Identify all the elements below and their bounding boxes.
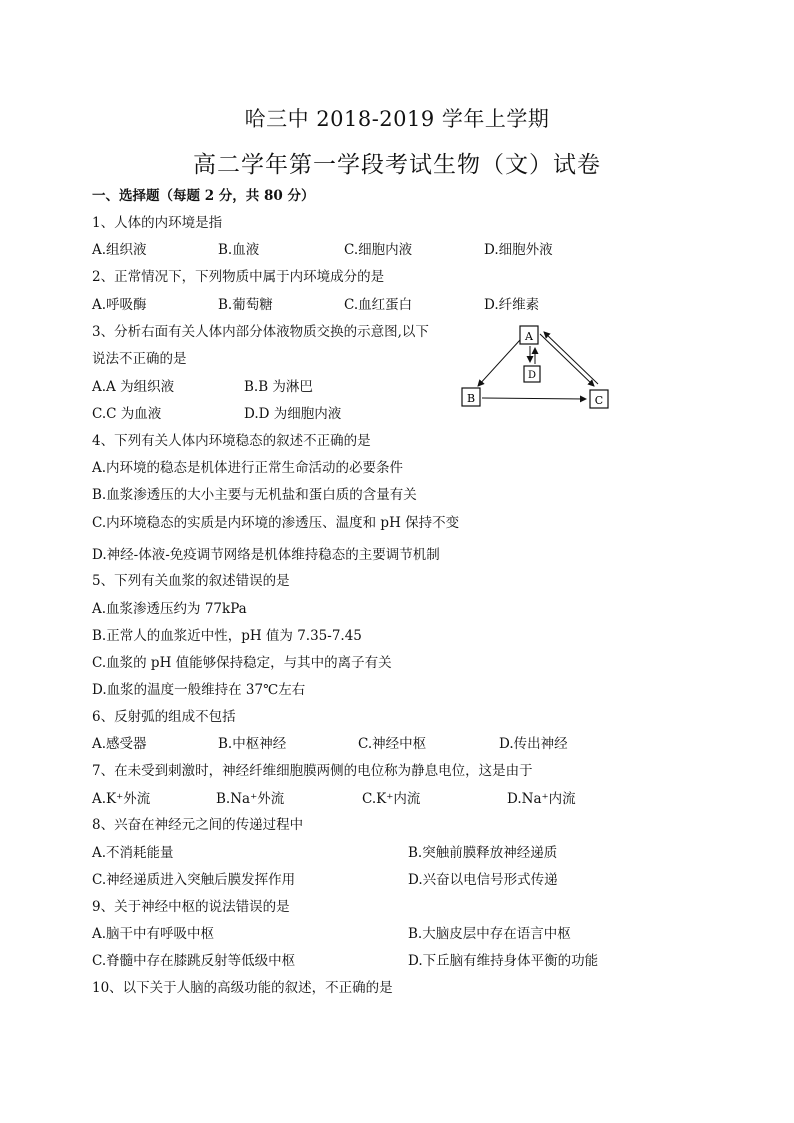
q1-option-c: C.细胞内液 xyxy=(344,242,413,258)
q4-option-c: C.内环境稳态的实质是内环境的渗透压、温度和 pH 保持不变 xyxy=(92,515,460,531)
q5-option-a: A.血浆渗透压约为 77kPa xyxy=(92,601,247,617)
q4-option-d: D.神经-体液-免疫调节网络是机体维持稳态的主要调节机制 xyxy=(92,547,440,563)
question-6-stem: 6、反射弧的组成不包括 xyxy=(92,709,236,725)
q7-option-a: A.K⁺外流 xyxy=(92,791,151,807)
q9-option-c: C.脊髓中存在膝跳反射等低级中枢 xyxy=(92,953,296,969)
q7-option-d: D.Na⁺内流 xyxy=(507,791,576,807)
question-3-stem-line2: 说法不正确的是 xyxy=(92,351,187,367)
exam-paper-title: 高二学年第一学段考试生物（文）试卷 xyxy=(193,152,601,178)
diagram-label-c: C xyxy=(594,394,604,407)
q8-option-a: A.不消耗能量 xyxy=(92,845,174,861)
question-5-stem: 5、下列有关血浆的叙述错误的是 xyxy=(92,573,290,589)
q2-option-d: D.纤维素 xyxy=(484,297,540,313)
exam-school-title: 哈三中 2018-2019 学年上学期 xyxy=(244,107,550,131)
q8-option-d: D.兴奋以电信号形式传递 xyxy=(408,872,558,888)
q6-option-d: D.传出神经 xyxy=(499,736,568,752)
arrow-a-to-b xyxy=(478,340,520,386)
question-2-stem: 2、正常情况下，下列物质中属于内环境成分的是 xyxy=(92,269,385,285)
q1-option-b: B.血液 xyxy=(218,242,260,258)
q3-option-d: D.D 为细胞内液 xyxy=(244,406,342,422)
q8-option-c: C.神经递质进入突触后膜发挥作用 xyxy=(92,872,296,888)
q9-option-a: A.脑干中有呼吸中枢 xyxy=(92,926,215,942)
q8-option-b: B.突触前膜释放神经递质 xyxy=(408,845,558,861)
q6-option-b: B.中枢神经 xyxy=(218,736,287,752)
q4-option-a: A.内环境的稳态是机体进行正常生命活动的必要条件 xyxy=(92,460,404,476)
q2-option-a: A.呼吸酶 xyxy=(92,297,147,313)
q2-option-b: B.葡萄糖 xyxy=(218,297,273,313)
question-4-stem: 4、下列有关人体内环境稳态的叙述不正确的是 xyxy=(92,433,371,449)
q5-option-c: C.血浆的 pH 值能够保持稳定，与其中的离子有关 xyxy=(92,655,392,671)
question-1-stem: 1、人体的内环境是指 xyxy=(92,215,223,231)
q1-option-a: A.组织液 xyxy=(92,242,147,258)
question-7-stem: 7、在未受到刺激时，神经纤维细胞膜两侧的电位称为静息电位，这是由于 xyxy=(92,763,533,779)
q1-option-d: D.细胞外液 xyxy=(484,242,553,258)
q6-option-a: A.感受器 xyxy=(92,736,147,752)
q7-option-b: B.Na⁺外流 xyxy=(216,791,285,807)
question-3-stem-line1: 3、分析右面有关人体内部分体液物质交换的示意图,以下 xyxy=(92,324,429,340)
q3-option-a: A.A 为组织液 xyxy=(92,379,175,395)
diagram-label-d: D xyxy=(527,370,537,381)
body-fluid-exchange-diagram xyxy=(458,322,618,414)
diagram-label-a: A xyxy=(525,330,533,343)
q3-option-b: B.B 为淋巴 xyxy=(244,379,313,395)
question-10-stem: 10、以下关于人脑的高级功能的叙述，不正确的是 xyxy=(92,980,393,996)
question-8-stem: 8、兴奋在神经元之间的传递过程中 xyxy=(92,817,304,833)
section-heading: 一、选择题（每题 2 分，共 80 分） xyxy=(92,188,315,204)
arrow-a-to-c xyxy=(540,334,594,386)
q2-option-c: C.血红蛋白 xyxy=(344,297,413,313)
arrow-b-to-c xyxy=(482,398,586,399)
q5-option-d: D.血浆的温度一般维持在 37℃左右 xyxy=(92,682,306,698)
q9-option-d: D.下丘脑有维持身体平衡的功能 xyxy=(408,953,599,969)
q3-option-c: C.C 为血液 xyxy=(92,406,162,422)
q6-option-c: C.神经中枢 xyxy=(358,736,427,752)
diagram-label-b: B xyxy=(466,392,476,405)
question-9-stem: 9、关于神经中枢的说法错误的是 xyxy=(92,899,290,915)
q4-option-b: B.血浆渗透压的大小主要与无机盐和蛋白质的含量有关 xyxy=(92,487,417,503)
arrow-c-to-a xyxy=(544,332,598,384)
q5-option-b: B.正常人的血浆近中性，pH 值为 7.35-7.45 xyxy=(92,628,362,644)
q7-option-c: C.K⁺内流 xyxy=(362,791,421,807)
q9-option-b: B.大脑皮层中存在语言中枢 xyxy=(408,926,571,942)
